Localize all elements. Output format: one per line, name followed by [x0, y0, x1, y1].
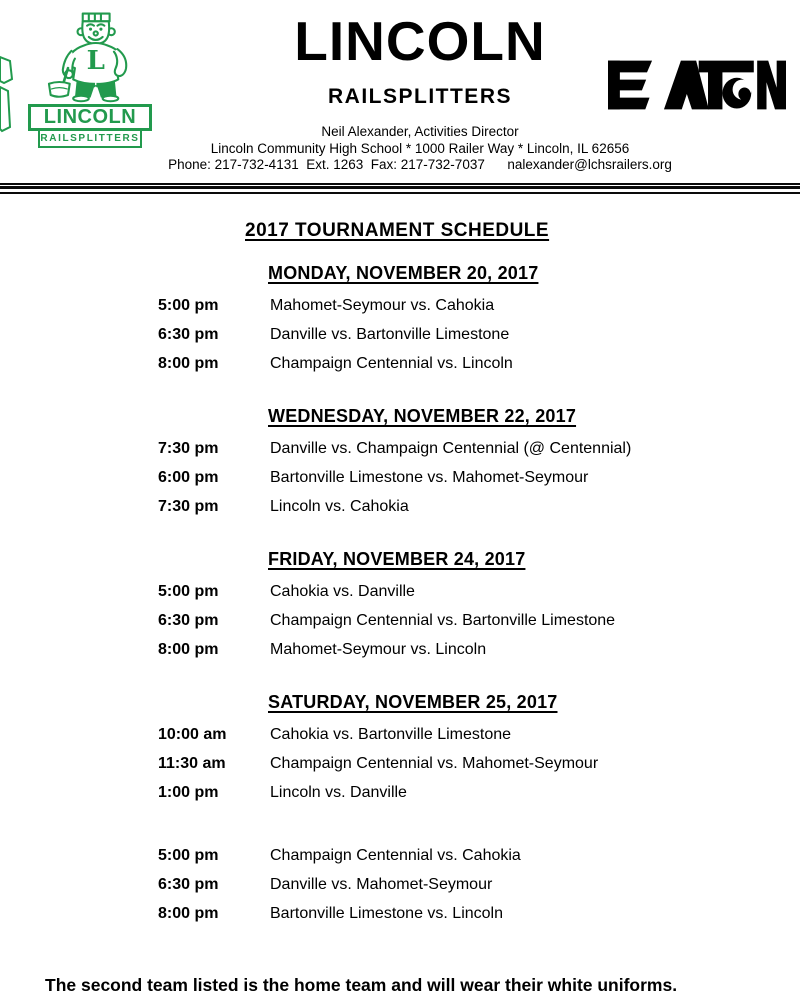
game-time: 8:00 pm — [158, 355, 219, 372]
game-row — [0, 297, 800, 315]
left-edge-logo-fragment — [0, 53, 14, 135]
game-matchup: Cahokia vs. Danville — [270, 583, 415, 600]
game-matchup: Bartonville Limestone vs. Mahomet-Seymour — [270, 469, 589, 486]
game-time: 1:00 pm — [158, 784, 219, 801]
day-heading: WEDNESDAY, NOVEMBER 22, 2017 — [268, 406, 577, 426]
tournament-schedule — [0, 220, 800, 923]
game-matchup: Mahomet-Seymour vs. Lincoln — [270, 641, 487, 658]
schedule-section-monday — [0, 263, 800, 373]
game-row — [0, 876, 800, 894]
game-time: 8:00 pm — [158, 905, 219, 922]
game-matchup: Cahokia vs. Bartonville Limestone — [270, 726, 512, 743]
game-matchup: Champaign Centennial vs. Lincoln — [270, 355, 513, 372]
game-time: 11:30 am — [158, 755, 226, 772]
page-title: LINCOLN — [294, 10, 546, 72]
day-heading: SATURDAY, NOVEMBER 25, 2017 — [268, 692, 558, 712]
schedule-section-saturday — [0, 692, 800, 923]
letterhead — [0, 0, 800, 183]
contact-block — [40, 124, 800, 174]
game-time: 6:00 pm — [158, 469, 219, 486]
game-row — [0, 440, 800, 458]
schedule-section-wednesday — [0, 406, 800, 516]
game-row — [0, 755, 800, 773]
game-time: 5:00 pm — [158, 297, 219, 314]
contact-address: Lincoln Community High School * 1000 Railer Way * Lincoln, IL 62656 — [210, 140, 630, 156]
game-matchup: Champaign Centennial vs. Cahokia — [270, 847, 521, 864]
game-matchup: Lincoln vs. Cahokia — [270, 498, 409, 515]
game-row — [0, 355, 800, 373]
game-time: 10:00 am — [158, 726, 227, 743]
game-matchup: Danville vs. Mahomet-Seymour — [270, 876, 493, 893]
svg-text:L: L — [86, 46, 105, 76]
game-matchup: Danville vs. Champaign Centennial (@ Centennial) — [270, 440, 632, 457]
game-row — [0, 583, 800, 601]
game-matchup: Lincoln vs. Danville — [270, 784, 407, 801]
game-row — [0, 498, 800, 516]
game-row — [0, 784, 800, 802]
game-row — [0, 469, 800, 487]
game-time: 7:30 pm — [158, 440, 219, 457]
game-matchup: Danville vs. Bartonville Limestone — [270, 326, 510, 343]
game-time: 5:00 pm — [158, 847, 219, 864]
schedule-title: 2017 TOURNAMENT SCHEDULE — [245, 220, 550, 241]
game-matchup: Champaign Centennial vs. Bartonville Limestone — [270, 612, 616, 629]
game-row — [0, 905, 800, 923]
game-time: 6:30 pm — [158, 326, 219, 343]
game-time: 6:30 pm — [158, 876, 219, 893]
header-divider-rule — [0, 183, 800, 194]
schedule-section-friday — [0, 549, 800, 659]
contact-phone-email: Phone: 217-732-4131 Ext. 1263 Fax: 217-732-7037 nalexander@lchsrailers.org — [168, 157, 672, 172]
eaton-logo-icon — [608, 57, 786, 113]
logo-railsplitters-label: RAILSPLITTERS — [38, 131, 142, 148]
contact-director: Neil Alexander, Activities Director — [321, 124, 519, 139]
day-heading: FRIDAY, NOVEMBER 24, 2017 — [268, 549, 526, 569]
home-team-note: The second team listed is the home team and will wear their white uniforms. — [45, 975, 678, 995]
game-time: 8:00 pm — [158, 641, 219, 658]
game-time: 7:30 pm — [158, 498, 219, 515]
day-heading: MONDAY, NOVEMBER 20, 2017 — [268, 263, 539, 283]
game-time: 6:30 pm — [158, 612, 219, 629]
game-row — [0, 726, 800, 744]
game-row — [0, 847, 800, 865]
game-row — [0, 612, 800, 630]
game-row — [0, 641, 800, 659]
game-row — [0, 326, 800, 344]
logo-lincoln-label: LINCOLN — [28, 104, 152, 131]
game-time: 5:00 pm — [158, 583, 219, 600]
game-matchup: Mahomet-Seymour vs. Cahokia — [270, 297, 495, 314]
game-matchup: Bartonville Limestone vs. Lincoln — [270, 905, 504, 922]
page-subtitle: RAILSPLITTERS — [327, 85, 512, 108]
game-matchup: Champaign Centennial vs. Mahomet-Seymour — [270, 755, 599, 772]
